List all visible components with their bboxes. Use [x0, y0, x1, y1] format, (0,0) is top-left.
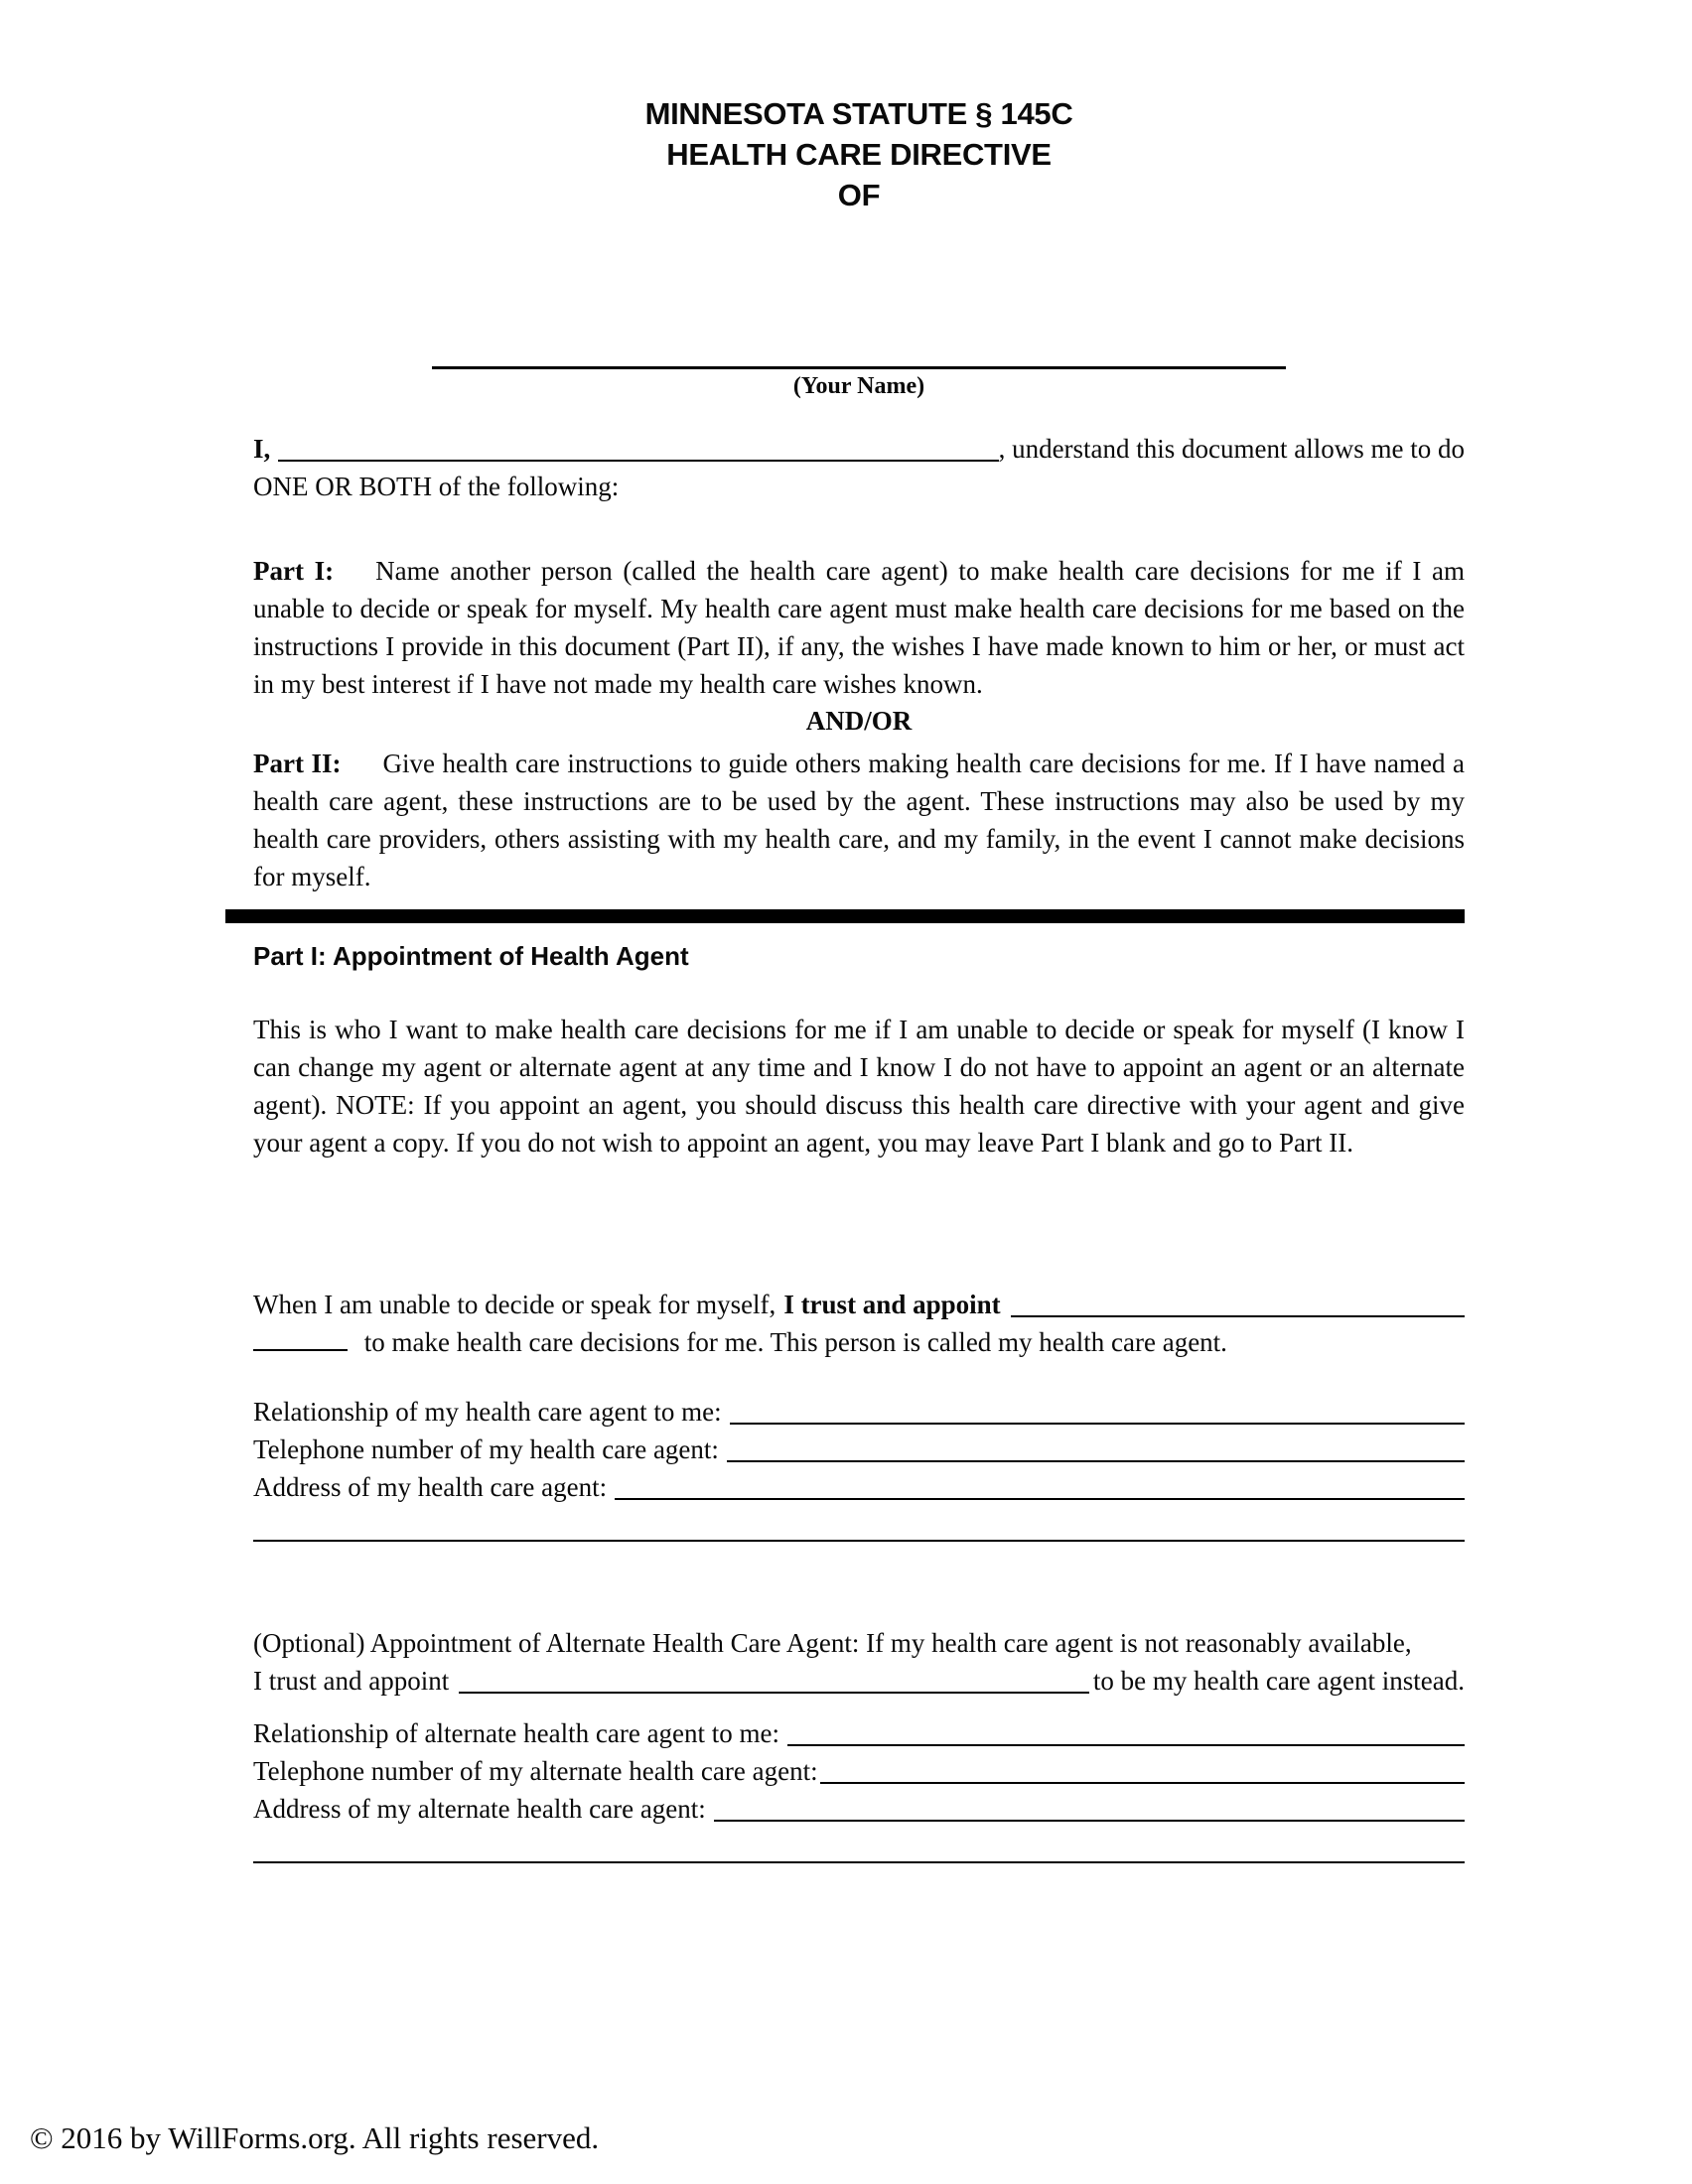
agent-relationship-label: Relationship of my health care agent to me: — [253, 1397, 722, 1427]
alternate-agent-statement — [253, 1624, 1465, 1700]
agent-telephone-line[interactable] — [727, 1460, 1465, 1462]
alternate-trust-suffix: to be my health care agent instead. — [1092, 1666, 1465, 1696]
agent-telephone-label: Telephone number of my health care agent: — [253, 1434, 719, 1464]
alternate-address-label: Address of my alternate health care agent: — [253, 1794, 706, 1824]
agent-telephone-row — [253, 1431, 1465, 1468]
declarant-statement — [253, 430, 1465, 505]
form-title — [253, 93, 1465, 215]
overview-part1-paragraph — [253, 552, 1465, 703]
copyright-notice: © 2016 by WillForms.org. All rights reserved. — [30, 2120, 600, 2155]
agent-relationship-line[interactable] — [730, 1423, 1465, 1425]
agent-address-line[interactable] — [615, 1498, 1465, 1500]
agent-relationship-row — [253, 1393, 1465, 1431]
appoint-suffix: to make health care decisions for me. This person is called my health care agent. — [363, 1327, 1227, 1357]
section-divider-bar — [225, 909, 1465, 923]
overview-part1-label: Part I: — [253, 556, 335, 586]
overview-part2-paragraph — [253, 745, 1465, 895]
form-title-line3: OF — [837, 178, 881, 212]
agent-name-line[interactable] — [1011, 1315, 1465, 1317]
alternate-intro-line1: (Optional) Appointment of Alternate Health Care Agent: If my health care agent is not reasonably available, — [253, 1628, 1412, 1658]
declarant-suffix: , understand this document allows me to do — [998, 434, 1465, 464]
alternate-relationship-row — [253, 1714, 1465, 1752]
agent-address-label: Address of my health care agent: — [253, 1472, 608, 1502]
alternate-relationship-label: Relationship of alternate health care agent to me: — [253, 1718, 780, 1748]
appoint-prefix: When I am unable to decide or speak for myself, — [253, 1290, 776, 1319]
alternate-telephone-label: Telephone number of my alternate health care agent: — [253, 1756, 818, 1786]
alternate-telephone-row — [253, 1752, 1465, 1790]
part1-section-heading: Part I: Appointment of Health Agent — [253, 941, 689, 971]
alternate-trust-prefix: I trust and appoint — [253, 1666, 450, 1696]
overview-part1-text: Name another person (called the health care agent) to make health care decisions for me if I am unable to decide or speak for myself. My health care agent must make health care decisions for me based on the instructions I provide in this document (Part II), if any, the wishes I have made known to him or her, or must act in my best interest if I have not made my health care wishes known. — [253, 556, 1465, 699]
overview-part2-label: Part II: — [253, 749, 342, 778]
alternate-address-extra-line[interactable] — [253, 1861, 1465, 1863]
alternate-relationship-line[interactable] — [787, 1744, 1465, 1746]
alternate-address-line[interactable] — [714, 1820, 1465, 1822]
overview-part2-text: Give health care instructions to guide others making health care decisions for me. If I have named a health care agent, these instructions are to be used by the agent. These instructions may also be used by my health care providers, others assisting with my health care, and my family, in the event I cannot make decisions for myself. — [253, 749, 1465, 891]
appointment-statement — [253, 1286, 1465, 1361]
declarant-prefix: I, — [253, 434, 271, 464]
your-name-line[interactable] — [432, 366, 1286, 369]
your-name-caption: (Your Name) — [792, 373, 925, 399]
form-title-line1: MINNESOTA STATUTE § 145C — [644, 96, 1073, 131]
agent-name-line-continued[interactable] — [253, 1349, 348, 1351]
appoint-bold-phrase: I trust and appoint — [783, 1290, 1001, 1319]
part1-intro-paragraph: This is who I want to make health care decisions for me if I am unable to decide or speak for myself (I know I can change my agent or alternate agent at any time and I know I do not have to appoint an agent or an alternate agent). NOTE: If you appoint an agent, you should discuss this health care directive with your agent and give your agent a copy. If you do not wish to appoint an agent, you may leave Part I blank and go to Part II. — [253, 1015, 1465, 1158]
alternate-agent-fields — [253, 1714, 1465, 1828]
form-title-line2: HEALTH CARE DIRECTIVE — [666, 137, 1052, 172]
alternate-telephone-line[interactable] — [820, 1782, 1465, 1784]
declarant-statement-line2: ONE OR BOTH of the following: — [253, 472, 620, 501]
agent-address-extra-line[interactable] — [253, 1540, 1465, 1542]
agent-fields — [253, 1393, 1465, 1506]
agent-address-row — [253, 1468, 1465, 1506]
and-or-separator: AND/OR — [805, 706, 913, 736]
page-content — [253, 0, 1465, 2184]
declarant-name-line[interactable] — [278, 460, 998, 462]
alternate-agent-name-line[interactable] — [459, 1692, 1089, 1694]
alternate-address-row — [253, 1790, 1465, 1828]
